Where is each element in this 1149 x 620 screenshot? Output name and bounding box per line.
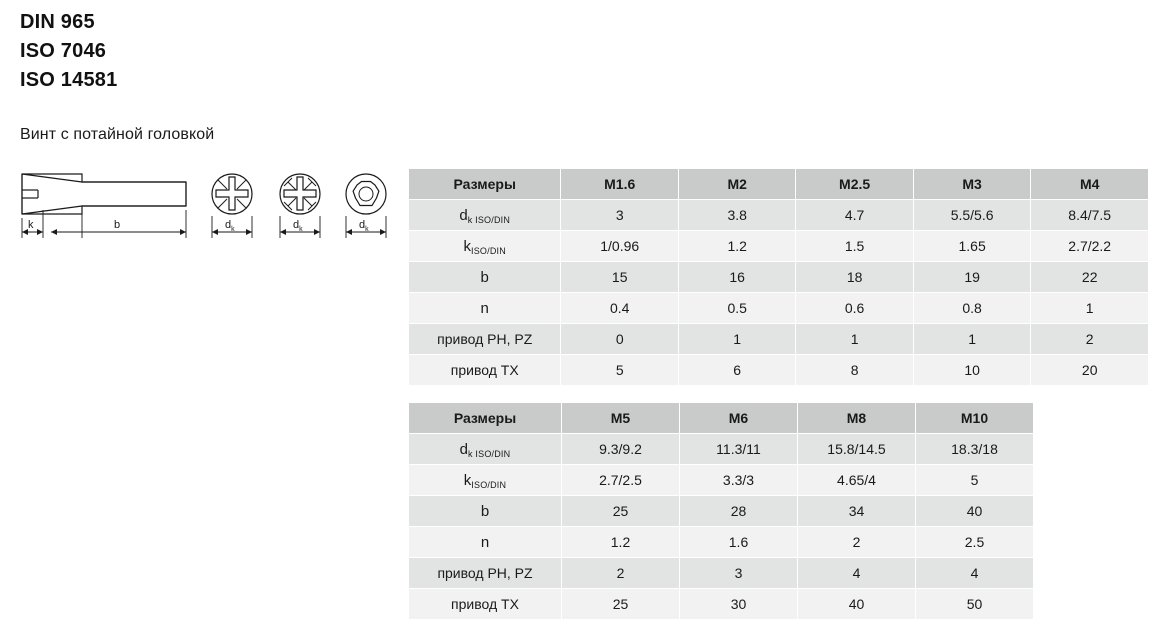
header-cell: M5 [562,403,680,434]
table-cell: 40 [798,589,916,620]
page-subtitle: Винт с потайной головкой [20,126,215,143]
table-cell: 2 [562,558,680,589]
table-cell: 2 [1031,324,1149,355]
table-cell: 2.5 [916,527,1034,558]
table-cell: 3 [680,558,798,589]
header-cell: M1.6 [561,169,679,200]
table-row [409,465,1034,496]
table-cell: 25 [562,496,680,527]
table-cell: 6 [678,355,795,386]
screw-technical-drawing [10,160,400,280]
table-cell: 2.7/2.2 [1031,231,1149,262]
table-cell: 40 [916,496,1034,527]
row-label: привод TX [409,355,561,386]
row-label: $k_{ISO/DIN}$ [409,231,561,262]
table-cell: 18 [796,262,913,293]
table-cell: 8.4/7.5 [1031,200,1149,231]
table-cell: 1.5 [796,231,913,262]
table-cell: 5 [916,465,1034,496]
header-cell: M2.5 [796,169,913,200]
standard-din-965: DIN 965 [20,11,95,33]
table-cell: 1 [913,324,1031,355]
table-cell: 25 [562,589,680,620]
dim-label-dk-ph: $d_k$ [225,219,235,233]
table-cell: 4 [916,558,1034,589]
table-row [409,324,1149,355]
row-label: b [409,262,561,293]
dimensions-table-metric-small [408,168,1149,386]
row-label: $d_{k ISO/DIN}$ [409,434,562,465]
dimensions-table-metric-large [408,402,1034,620]
table-row [409,496,1034,527]
header-cell: M10 [916,403,1034,434]
table-cell: 5.5/5.6 [913,200,1031,231]
table-cell: 3.3/3 [680,465,798,496]
table-cell: 10 [913,355,1031,386]
table-cell: 22 [1031,262,1149,293]
dim-label-b: b [114,219,121,231]
table-cell: 28 [680,496,798,527]
row-label: b [409,496,562,527]
table-cell: 1.2 [678,231,795,262]
dim-label-dk-tx: $d_k$ [359,219,369,233]
table-row [409,293,1149,324]
table-cell: 8 [796,355,913,386]
table-cell: 16 [678,262,795,293]
row-label: привод PH, PZ [409,324,561,355]
table-cell: 15 [561,262,679,293]
table-cell: 1.65 [913,231,1031,262]
row-label: n [409,527,562,558]
table-cell: 1/0.96 [561,231,679,262]
header-cell: Размеры [409,403,562,434]
table-cell: 1.2 [562,527,680,558]
table-row [409,558,1034,589]
row-label: привод PH, PZ [409,558,562,589]
table-cell: 0.4 [561,293,679,324]
table-cell: 2 [798,527,916,558]
table-row [409,355,1149,386]
table-cell: 9.3/9.2 [562,434,680,465]
table-header-row [409,403,1034,434]
table-cell: 0.8 [913,293,1031,324]
table-cell: 0.5 [678,293,795,324]
table-cell: 5 [561,355,679,386]
header-cell: M4 [1031,169,1149,200]
table-cell: 0.6 [796,293,913,324]
table-cell: 2.7/2.5 [562,465,680,496]
standard-iso-14581: ISO 14581 [20,69,118,91]
row-label: $k_{ISO/DIN}$ [409,465,562,496]
table-cell: 1 [1031,293,1149,324]
header-cell: M3 [913,169,1031,200]
dim-label-dk-pz: $d_k$ [293,219,303,233]
table-cell: 1 [796,324,913,355]
table-cell: 15.8/14.5 [798,434,916,465]
header-cell: M6 [680,403,798,434]
header-cell: Размеры [409,169,561,200]
table-row [409,527,1034,558]
table-cell: 11.3/11 [680,434,798,465]
dim-label-k: k [28,219,34,231]
row-label: n [409,293,561,324]
standards-title-block [20,8,117,95]
table-cell: 3.8 [678,200,795,231]
standard-iso-7046: ISO 7046 [20,40,107,62]
table-cell: 19 [913,262,1031,293]
table-cell: 4.65/4 [798,465,916,496]
table-cell: 18.3/18 [916,434,1034,465]
table-cell: 4.7 [796,200,913,231]
table-row [409,231,1149,262]
table-cell: 3 [561,200,679,231]
table-row [409,200,1149,231]
row-label: привод TX [409,589,562,620]
table-cell: 34 [798,496,916,527]
header-cell: M8 [798,403,916,434]
table-cell: 1 [678,324,795,355]
header-cell: M2 [678,169,795,200]
table-row [409,262,1149,293]
table-row [409,434,1034,465]
table-cell: 1.6 [680,527,798,558]
table-cell: 50 [916,589,1034,620]
table-cell: 0 [561,324,679,355]
table-cell: 30 [680,589,798,620]
table-cell: 4 [798,558,916,589]
row-label: $d_{k ISO/DIN}$ [409,200,561,231]
table-cell: 20 [1031,355,1149,386]
table-header-row [409,169,1149,200]
